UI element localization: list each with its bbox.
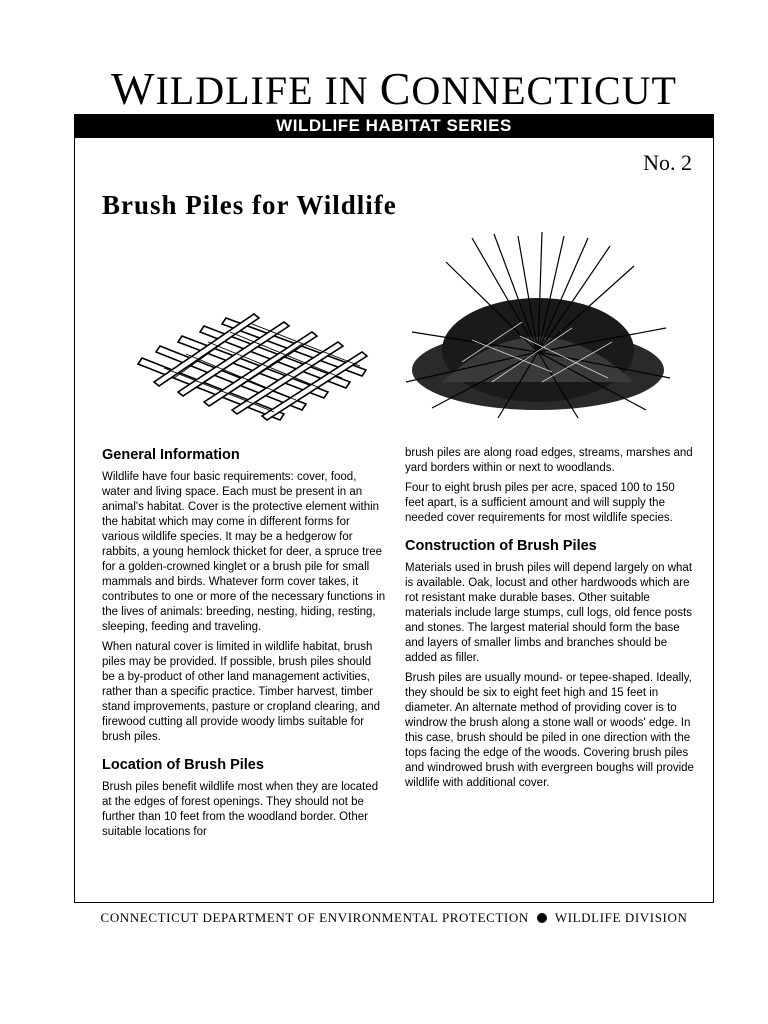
paragraph: When natural cover is limited in wildlife habitat, brush piles may be provided. If possible, brush piles should be a by-product of other land management activities, rather than a specific practice. Timber harvest, timber stand improvements, pasture or cropland clearing, and firewood cutting all provide woody limbs suitable for brush piles. (102, 641, 381, 743)
paragraph: Four to eight brush piles per acre, spaced 100 to 150 feet apart, is a sufficient amount and will supply the needed cover requirements for most wildlife species. (405, 482, 675, 524)
paragraph: Wildlife have four basic requirements: cover, food, water and living space. Each must be present in an animal's habitat. Cover is the protective element within the habitat which may come in different forms for various wildlife species. It may be a hedgerow for rabbits, a young hemlock thicket for deer, a spruce tree for a golden-crowned kinglet or a brush pile for small mammals and birds. Whatever form cover takes, it contributes to one or more of the necessary functions in the lives of animals: breeding, nesting, hiding, resting, sleeping, feeding and traveling. (102, 471, 386, 633)
section-heading-general-information: General Information (102, 447, 240, 463)
right-column (405, 446, 695, 796)
paragraph: Brush piles benefit wildlife most when they are located at the edges of forest openings. They should not be further than 10 feet from the woodland border. Other suitable locations for (102, 781, 379, 838)
footer (74, 910, 714, 926)
paragraph: Brush piles are usually mound- or tepee-shaped. Ideally, they should be six to eight feet high and 15 feet in diameter. An alternate method of providing cover is to windrow the brush along a stone wall or woods' edge. In this case, brush should be piled in one direction with the tops facing the edge of the woods. Covering brush piles and windrowed brush with evergreen boughs will provide wildlife with additional cover. (405, 672, 694, 789)
brush-mound-illustration (402, 232, 674, 420)
masthead-word-1: ILDLIFE IN (155, 68, 380, 113)
bullet-icon (537, 913, 547, 923)
paragraph: Materials used in brush piles will depend largely on what is available. Oak, locust and other hardwoods which are rot resistant make durable bases. Other suitable materials include large stumps, cull logs, old fence posts and stones. The largest material should form the base and layers of smaller limbs and branches should be added as filler. (405, 562, 693, 664)
issue-number: No. 2 (643, 150, 692, 175)
masthead-title (74, 63, 714, 114)
section-heading-construction: Construction of Brush Piles (405, 538, 597, 554)
masthead-word-2: ONNECTICUT (411, 68, 677, 113)
footer-division: WILDLIFE DIVISION (554, 910, 688, 925)
masthead-initial-c: C (379, 63, 412, 114)
page-title: Brush Piles for Wildlife (102, 190, 397, 220)
masthead-initial-w: W (111, 63, 156, 114)
paragraph: brush piles are along road edges, streams, marshes and yard borders within or next to woodlands. (405, 447, 693, 474)
left-column (102, 446, 386, 845)
footer-department: CONNECTICUT DEPARTMENT OF ENVIRONMENTAL PROTECTION (100, 910, 529, 925)
log-crib-illustration (134, 308, 370, 422)
series-banner: WILDLIFE HABITAT SERIES (74, 114, 714, 138)
section-heading-location: Location of Brush Piles (102, 757, 264, 773)
